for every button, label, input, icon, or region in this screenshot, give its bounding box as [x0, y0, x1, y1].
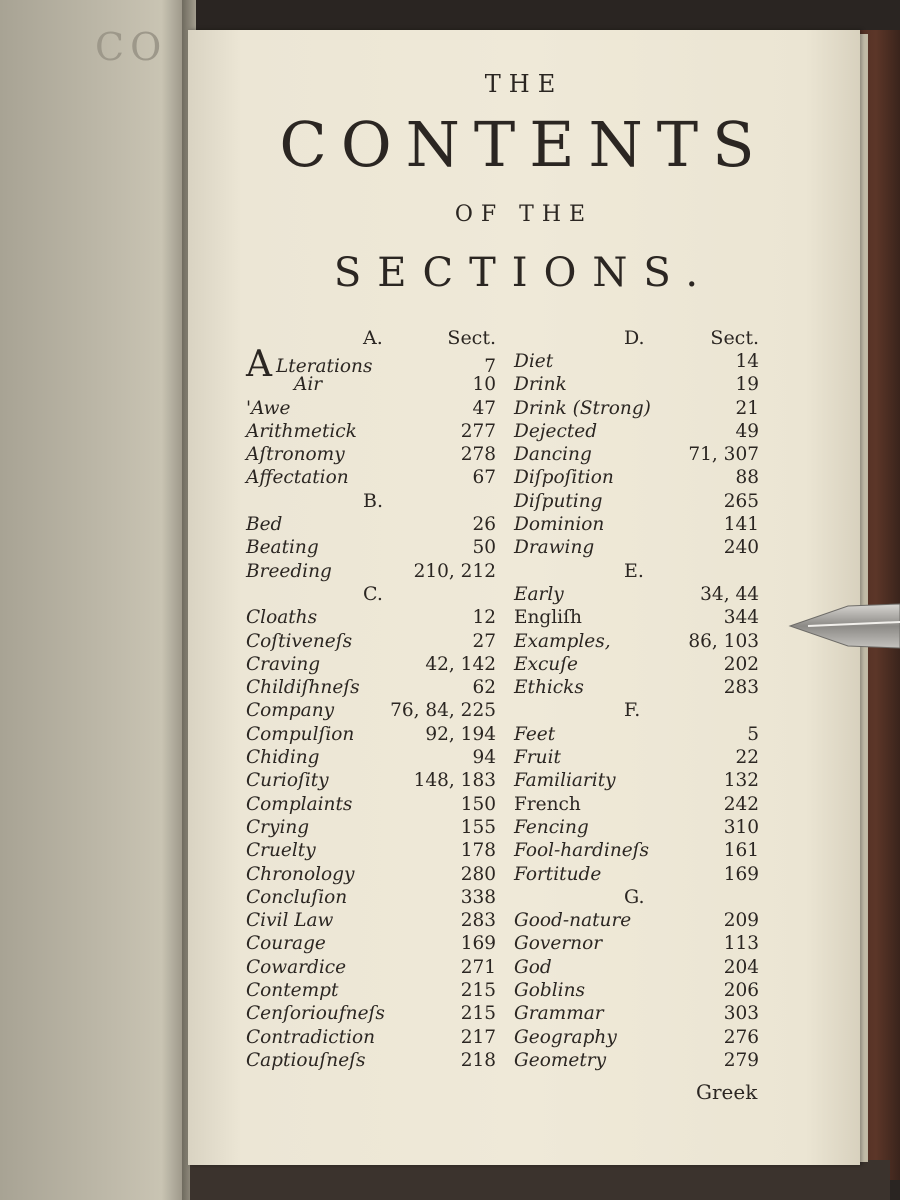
entry-number: 62	[472, 677, 496, 699]
index-entry	[514, 1049, 759, 1072]
entry-number: 217	[460, 1026, 496, 1048]
entry-number: 7	[484, 356, 496, 377]
entry-name: Familiarity	[514, 770, 616, 792]
facing-page-left	[0, 0, 190, 1200]
entry-number: 50	[472, 537, 496, 559]
index-entry	[246, 1026, 496, 1049]
index-entry	[246, 606, 496, 629]
entry-number: 155	[460, 816, 496, 838]
entry-name: Examples,	[514, 630, 611, 652]
entry-number: 271	[460, 956, 496, 978]
entry-name: Cenſorioufneſs	[246, 1003, 385, 1025]
entry-name: Drink (Strong)	[514, 397, 651, 419]
entry-number: 113	[723, 933, 759, 955]
entry-number: 202	[723, 653, 759, 675]
entry-name: Fruit	[514, 747, 561, 769]
index-entry	[514, 420, 759, 443]
index-entry	[514, 397, 759, 420]
metal-page-marker	[788, 598, 900, 654]
entry-name: Diſputing	[514, 490, 603, 512]
entry-name: Air	[294, 374, 323, 396]
entry-name: Grammar	[514, 1003, 604, 1025]
index-entry	[246, 676, 496, 699]
entry-number: 276	[723, 1026, 759, 1048]
entry-number: 12	[472, 607, 496, 629]
entry-number: 283	[460, 910, 496, 932]
entry-number: 10	[472, 374, 496, 396]
entry-name: Concluſion	[246, 886, 348, 908]
entry-number: 150	[460, 793, 496, 815]
entry-name: Cruelty	[246, 840, 316, 862]
index-entry	[514, 723, 759, 746]
index-entry	[514, 863, 759, 886]
entry-number: 277	[460, 420, 496, 442]
index-entry	[246, 653, 496, 676]
entry-name: Company	[246, 700, 335, 722]
entry-name: Excuſe	[514, 653, 579, 675]
index-entry	[514, 536, 759, 559]
entry-number: 206	[723, 980, 759, 1002]
entry-name: Beating	[246, 537, 319, 559]
index-entry	[246, 560, 496, 583]
entry-number: 265	[723, 490, 759, 512]
entry-name: Goblins	[514, 980, 586, 1002]
index-entry	[514, 513, 759, 536]
index-entry	[514, 1026, 759, 1049]
section-letter: B.	[363, 489, 384, 512]
entry-name: Craving	[246, 653, 321, 675]
entry-number: 42, 142	[425, 653, 496, 675]
index-entry	[514, 956, 759, 979]
index-entry	[246, 466, 496, 489]
index-entry	[514, 373, 759, 396]
entry-name: Fencing	[514, 816, 589, 838]
entry-name: Fool-hardineſs	[514, 840, 650, 862]
entry-name: Ethicks	[514, 677, 584, 699]
entry-number: 283	[723, 677, 759, 699]
entry-name: God	[514, 956, 552, 978]
entry-name: Chronology	[246, 863, 355, 885]
title-sections: SECTIONS.	[333, 250, 715, 296]
entry-number: 14	[735, 351, 759, 372]
index-entry	[246, 1049, 496, 1072]
section-letter-a: A.	[363, 327, 383, 349]
title-of-the: OF THE	[454, 202, 594, 227]
index-entry	[246, 956, 496, 979]
entry-number: 94	[472, 747, 496, 769]
index-entry	[246, 699, 496, 722]
entry-number: 49	[735, 420, 759, 442]
entry-name: Geometry	[514, 1049, 607, 1071]
entry-name: Captiouſneſs	[246, 1049, 366, 1071]
column-header	[246, 327, 496, 350]
index-entry	[246, 863, 496, 886]
entry-number: 76, 84, 225	[390, 700, 496, 722]
entry-name: 'Awe	[246, 397, 291, 419]
entry-number: 215	[460, 1003, 496, 1025]
index-entry	[514, 606, 759, 629]
entry-number: 67	[472, 467, 496, 489]
entry-number: 209	[723, 910, 759, 932]
index-entry	[246, 420, 496, 443]
entry-name: Aſtronomy	[246, 444, 345, 466]
entry-name: Crying	[246, 816, 310, 838]
entry-name: Affectation	[246, 467, 349, 489]
section-letter: F.	[624, 699, 641, 722]
entry-number: 21	[735, 397, 759, 419]
entry-number: 338	[460, 886, 496, 908]
entry-number: 47	[472, 397, 496, 419]
entry-name: Feet	[514, 723, 556, 745]
page-bottom-shadow	[190, 1160, 890, 1200]
section-letter-d: D.	[624, 327, 645, 349]
index-entry	[514, 466, 759, 489]
entry-number: 278	[460, 444, 496, 466]
title-contents: CONTENTS	[279, 108, 769, 181]
entry-number: 204	[723, 956, 759, 978]
entry-number: 279	[723, 1049, 759, 1071]
entry-name: Early	[514, 583, 564, 605]
entry-number: 161	[723, 840, 759, 862]
index-entry	[514, 676, 759, 699]
entry-number: 22	[735, 747, 759, 769]
entry-name: Bed	[246, 514, 283, 536]
entry-number: 280	[460, 863, 496, 885]
entry-number: 88	[735, 467, 759, 489]
index-entry	[514, 583, 759, 606]
entry-number: 178	[460, 840, 496, 862]
index-entry	[514, 630, 759, 653]
entry-number: 132	[723, 770, 759, 792]
index-column-left	[246, 327, 496, 1072]
index-entry	[514, 816, 759, 839]
index-entry	[246, 630, 496, 653]
catchword: Greek	[696, 1080, 758, 1104]
entry-number: 169	[460, 933, 496, 955]
sect-header: Sect.	[710, 327, 759, 349]
entry-number: 310	[723, 816, 759, 838]
contents-page	[188, 30, 860, 1165]
index-entry	[246, 1002, 496, 1025]
index-entry	[246, 839, 496, 862]
index-entry	[246, 536, 496, 559]
entry-name: Lterations	[276, 356, 373, 377]
entry-name: Good-nature	[514, 910, 632, 932]
section-letter: E.	[624, 559, 644, 582]
column-header	[514, 327, 759, 350]
section-letter: C.	[363, 582, 383, 605]
entry-name: Childiſhneſs	[246, 677, 360, 699]
entry-number: 215	[460, 980, 496, 1002]
entry-name: Dejected	[514, 420, 598, 442]
index-entry	[246, 909, 496, 932]
entry-name: Contradiction	[246, 1026, 376, 1048]
index-entry	[246, 443, 496, 466]
entry-name: Complaints	[246, 793, 353, 815]
index-entry	[514, 746, 759, 769]
index-entry	[246, 979, 496, 1002]
entry-name: Arithmetick	[246, 420, 357, 442]
entry-number: 148, 183	[413, 770, 496, 792]
entry-number: 141	[723, 514, 759, 536]
index-entry	[514, 839, 759, 862]
entry-number: 344	[723, 607, 759, 629]
index-entry	[514, 350, 759, 373]
drop-cap: A	[246, 344, 272, 385]
entry-name: Diſpoſition	[514, 467, 614, 489]
entry-number: 71, 307	[688, 444, 759, 466]
entry-name: Contempt	[246, 980, 339, 1002]
entry-number: 5	[747, 723, 759, 745]
entry-name: Courage	[246, 933, 326, 955]
index-entry	[246, 793, 496, 816]
entry-name: Fortitude	[514, 863, 602, 885]
index-entry	[246, 932, 496, 955]
entry-number: 34, 44	[700, 583, 759, 605]
index-entry	[514, 443, 759, 466]
entry-name: French	[514, 793, 581, 815]
index-entry	[514, 490, 759, 513]
index-entry	[246, 723, 496, 746]
entry-number: 27	[472, 630, 496, 652]
index-entry	[246, 886, 496, 909]
index-entry	[514, 932, 759, 955]
entry-number: 242	[723, 793, 759, 815]
entry-name: Cloaths	[246, 607, 318, 629]
section-letter: G.	[624, 885, 645, 908]
entry-name: Chiding	[246, 747, 320, 769]
entry-name: Geography	[514, 1026, 617, 1048]
index-entry	[246, 513, 496, 536]
entry-name: Dancing	[514, 444, 592, 466]
index-entry	[514, 979, 759, 1002]
entry-number: 240	[723, 537, 759, 559]
entry-name: Compulſion	[246, 723, 355, 745]
entry-name: Coſtiveneſs	[246, 630, 353, 652]
index-entry	[246, 397, 496, 420]
index-entry	[514, 793, 759, 816]
entry-number: 169	[723, 863, 759, 885]
entry-name: Diet	[514, 351, 554, 372]
title-the: THE	[484, 70, 564, 98]
entry-name: Cowardice	[246, 956, 347, 978]
entry-name: Drink	[514, 374, 567, 396]
entry-number: 303	[723, 1003, 759, 1025]
entry-number: 210, 212	[413, 560, 496, 582]
entry-number: 92, 194	[425, 723, 496, 745]
entry-name: Breeding	[246, 560, 332, 582]
entry-number: 218	[460, 1049, 496, 1071]
entry-number: 86, 103	[688, 630, 759, 652]
index-entry	[246, 816, 496, 839]
entry-name: Drawing	[514, 537, 595, 559]
index-entry	[514, 909, 759, 932]
index-entry	[246, 769, 496, 792]
sect-header: Sect.	[447, 327, 496, 349]
entry-name: Civil Law	[246, 910, 334, 932]
index-entry	[514, 653, 759, 676]
index-entry	[246, 746, 496, 769]
index-column-right	[514, 327, 759, 1072]
index-entry	[514, 769, 759, 792]
entry-number: 26	[472, 514, 496, 536]
entry-name: Governor	[514, 933, 603, 955]
index-entry	[514, 1002, 759, 1025]
entry-name: Curioſity	[246, 770, 329, 792]
entry-name: Dominion	[514, 514, 605, 536]
bleed-through-text: CO	[95, 25, 168, 69]
entry-name: Engliſh	[514, 607, 582, 629]
entry-number: 19	[735, 374, 759, 396]
